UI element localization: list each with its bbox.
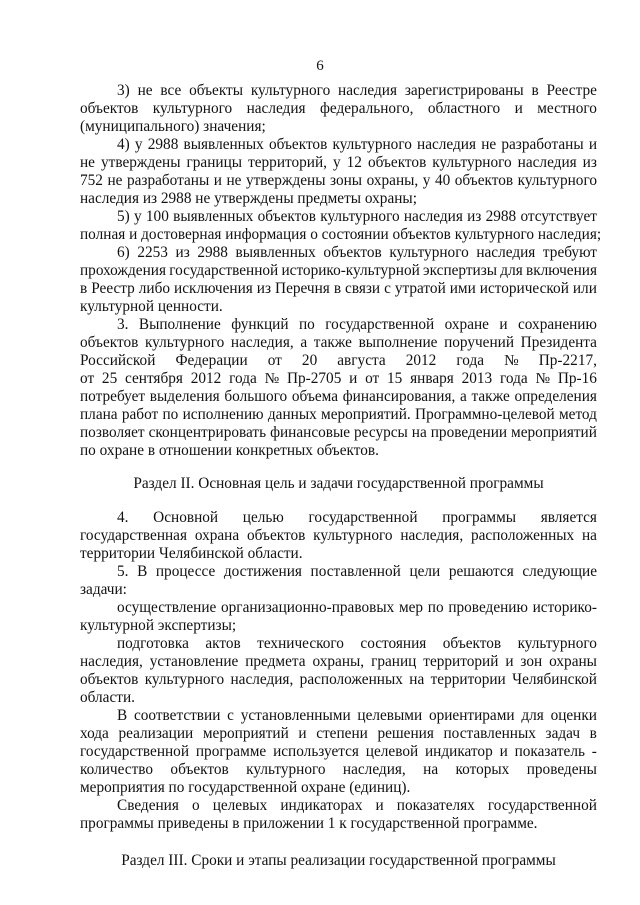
text-line: по охране в отношении конкретных объектов. (80, 442, 379, 459)
text-line: области. (80, 689, 135, 706)
text-line: мероприятия по государственной охране (единиц). (80, 779, 411, 796)
text-line: 5. В процессе достижения поставленной цели решаются следующие (117, 563, 597, 580)
paragraph (80, 797, 597, 833)
text-line: программы приведены в приложении 1 к государственной программе. (80, 815, 538, 832)
section-heading: Раздел III. Сроки и этапы реализации государственной программы (121, 852, 556, 869)
text-line: Сведения о целевых индикаторах и показателях государственной (117, 797, 597, 814)
text-line: территории Челябинской области. (80, 545, 303, 562)
text-line: количество объектов культурного наследия, на которых проведены (80, 761, 597, 778)
text-line: 5) у 100 выявленных объектов культурного наследия из 2988 отсутствует (117, 208, 597, 225)
text-line: государственная охрана объектов культурного наследия, расположенных на (80, 527, 597, 544)
paragraph (80, 316, 597, 460)
text-line: объектов культурного наследия, а также выполнение поручений Президента (80, 334, 597, 351)
text-line: наследия, установление предмета охраны, границ территорий и зон охраны (80, 653, 597, 670)
text-line: от 25 сентября 2012 года № Пр-2705 и от 15 января 2013 года № Пр-16 (80, 370, 597, 387)
document-body (80, 82, 602, 870)
paragraph (80, 136, 597, 208)
text-line: 3. Выполнение функций по государственной охране и сохранению (117, 316, 597, 333)
paragraph (80, 599, 597, 635)
paragraph (80, 563, 597, 599)
text-line: 4) у 2988 выявленных объектов культурного наследия не разработаны и (117, 136, 597, 153)
text-line: 6) 2253 из 2988 выявленных объектов культурного наследия требуют (117, 244, 597, 261)
text-line: полная и достоверная информация о состоянии объектов культурного наследия; (80, 226, 602, 243)
text-line: хода реализации мероприятий и степени решения поставленных задач в (80, 725, 597, 742)
text-line: Российской Федерации от 20 августа 2012 года № Пр-2217, (80, 352, 597, 369)
page-number: 6 (316, 58, 324, 74)
text-line: культурной экспертизы; (80, 617, 237, 634)
text-line: объектов культурного наследия, расположенных на территории Челябинской (80, 671, 597, 688)
text-line: наследия из 2988 не утверждены предметы охраны; (80, 190, 417, 207)
text-line: подготовка актов технического состояния объектов культурного (117, 635, 597, 652)
text-line: не утверждены границы территорий, у 12 объектов культурного наследия из (80, 154, 597, 171)
text-line: (муниципального) значения; (80, 118, 266, 135)
paragraph (80, 635, 597, 707)
paragraph (80, 82, 597, 136)
text-line: позволяет сконцентрировать финансовые ресурсы на проведении мероприятий (80, 424, 597, 441)
text-line: 4. Основной целью государственной программы является (117, 509, 597, 526)
paragraph (80, 707, 597, 797)
text-line: В соответствии с установленными целевыми ориентирами для оценки (117, 707, 597, 724)
text-line: осуществление организационно-правовых мер по проведению историко- (117, 599, 597, 616)
section-heading: Раздел II. Основная цель и задачи государственной программы (133, 475, 544, 492)
text-line: культурной ценности. (80, 298, 223, 315)
paragraph (80, 208, 602, 244)
paragraph (80, 509, 597, 563)
text-line: в Реестр либо исключения из Перечня в связи с утратой ими исторической или (80, 280, 597, 297)
text-line: объектов культурного наследия федерального, областного и местного (80, 100, 597, 117)
text-line: задачи: (80, 581, 127, 598)
text-line: потребует выделения большого объема финансирования, а также определения (80, 388, 597, 405)
text-line: прохождения государственной историко-культурной экспертизы для включения (80, 262, 597, 279)
text-line: плана работ по исполнению данных мероприятий. Программно-целевой метод (80, 406, 597, 423)
text-line: государственной программе используется целевой индикатор и показатель - (80, 743, 597, 760)
text-line: 752 не разработаны и не утверждены зоны охраны, у 40 объектов культурного (80, 172, 597, 189)
paragraph (80, 244, 597, 316)
text-line: 3) не все объекты культурного наследия зарегистрированы в Реестре (117, 82, 597, 99)
